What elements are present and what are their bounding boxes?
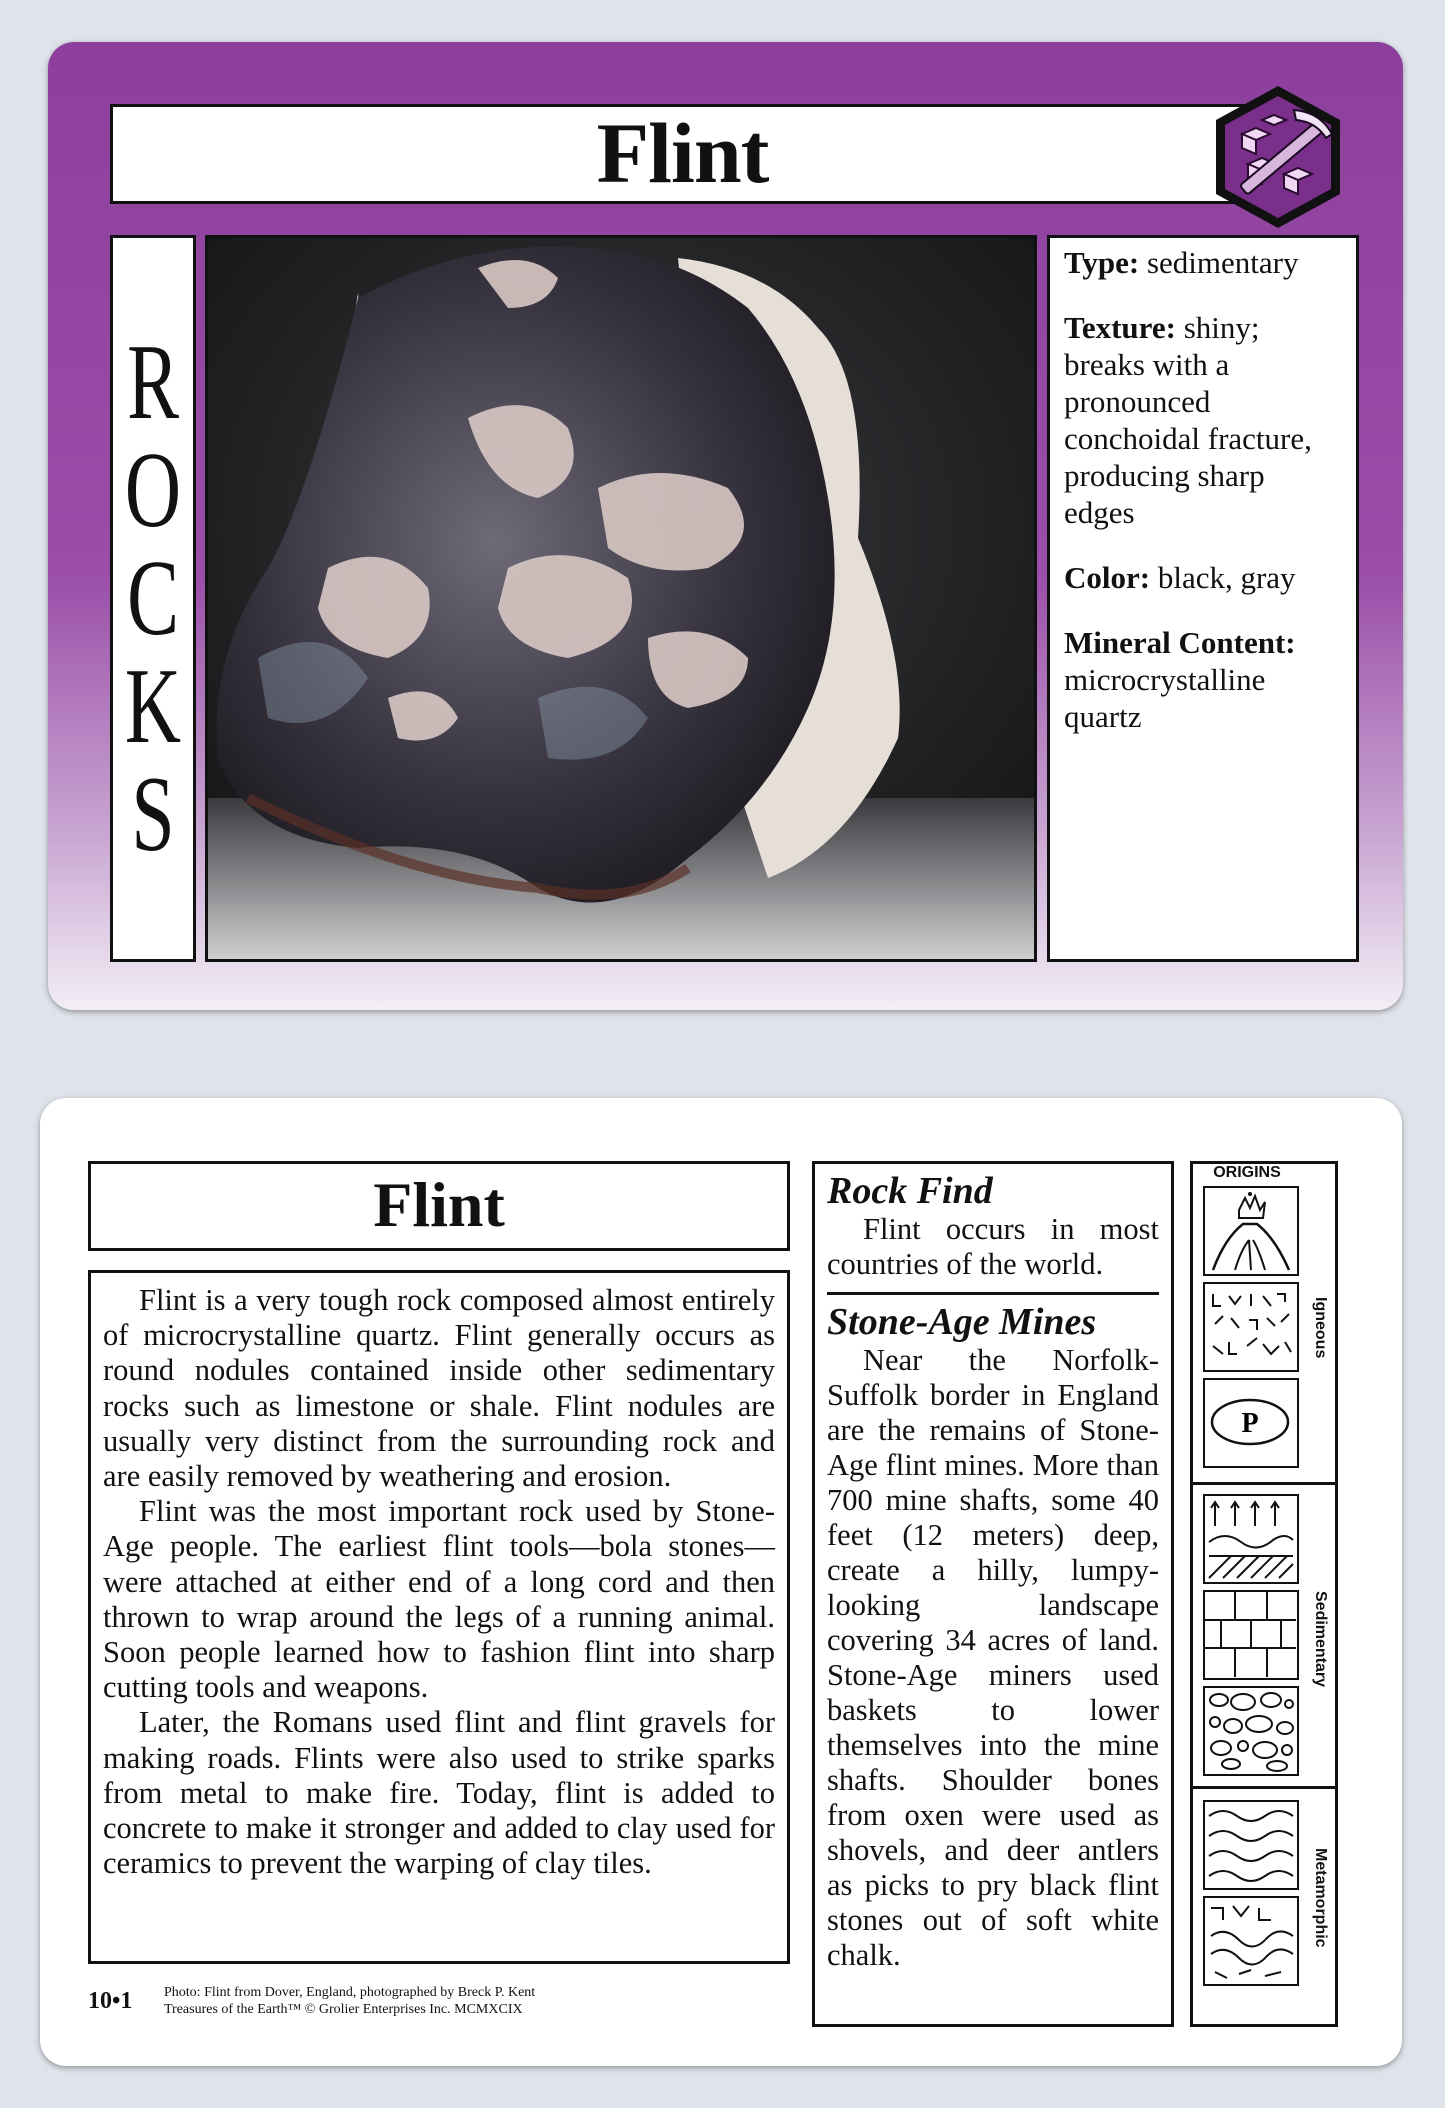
fact-type: Type: sedimentary	[1064, 245, 1299, 280]
sedimentary-label: Sedimentary	[1312, 1590, 1329, 1688]
card-number: 10•1	[88, 1988, 133, 2014]
description-paragraph: Flint is a very tough rock composed almost entirely of microcrystalline quartz. Flint generally occurs as round nodules contained inside other sedimentary rocks such as limestone or shale. Flint nodules are usually very distinct from the surrounding rock and are easily removed by weathering and erosion.	[103, 1283, 775, 1494]
front-title-bar	[110, 104, 1255, 204]
folded-layers-icon	[1203, 1896, 1299, 1986]
igneous-label: Igneous	[1312, 1297, 1329, 1359]
description-panel	[88, 1270, 790, 1964]
photo-credit: Photo: Flint from Dover, England, photographed by Breck P. Kent	[164, 1985, 536, 2000]
category-letter: C	[127, 538, 179, 658]
origins-divider	[1193, 1482, 1335, 1485]
p-marker-icon	[1203, 1378, 1299, 1468]
facts-panel	[1047, 235, 1359, 962]
description-paragraph: Later, the Romans used flint and flint gravels for making roads. Flints were also used to strike sparks from metal to make fire. Today, flint is added to concrete to make it stronger and added to clay used for ceramics to prevent the warping of clay tiles.	[103, 1705, 775, 1881]
wavy-layers-icon	[1203, 1800, 1299, 1890]
credits	[164, 1984, 535, 2018]
back-card	[40, 1098, 1402, 2066]
description-paragraph: Flint was the most important rock used by Stone-Age people. The earliest flint tools—bola stones—were attached at either end of a long cord and then thrown to wrap around the legs of a running animal. Soon people learned how to fashion flint into sharp cutting tools and weapons.	[103, 1494, 775, 1705]
hammer-crystal-icon	[1208, 82, 1348, 232]
category-letter: K	[124, 646, 182, 766]
category-letter: O	[124, 430, 182, 550]
side-divider	[827, 1292, 1159, 1295]
front-title: Flint	[596, 105, 769, 201]
side-panel	[812, 1161, 1174, 2027]
flint-rock-photo	[205, 235, 1037, 962]
fact-mineral-content: Mineral Content: microcrystalline quartz	[1064, 625, 1296, 734]
brick-icon	[1203, 1590, 1299, 1680]
mines-heading: Stone-Age Mines	[827, 1301, 1097, 1343]
category-letter: R	[127, 322, 179, 442]
fact-color: Color: black, gray	[1064, 560, 1296, 595]
rock-find-text: Flint occurs in most countries of the world.	[827, 1212, 1159, 1281]
rock-find-heading: Rock Find	[827, 1170, 993, 1212]
pebbles-icon	[1203, 1686, 1299, 1776]
category-label-rocks	[110, 235, 196, 962]
front-card	[48, 42, 1403, 1010]
svg-text:P: P	[1241, 1408, 1259, 1439]
fact-texture: Texture: shiny; breaks with a pronounced conchoidal fracture, producing sharp edges	[1064, 310, 1312, 530]
evaporite-icon	[1203, 1494, 1299, 1584]
origins-panel	[1190, 1161, 1338, 2027]
volcano-icon	[1203, 1186, 1299, 1276]
origins-heading: ORIGINS	[1213, 1164, 1281, 1181]
metamorphic-label: Metamorphic	[1312, 1848, 1329, 1948]
copyright-credit: Treasures of the Earth™ © Grolier Enterprises Inc. MCMXCIX	[164, 2002, 523, 2017]
back-title: Flint	[88, 1161, 790, 1251]
mines-text: Near the Norfolk-Suffolk border in England are the remains of Stone-Age flint mines. More than 700 mine shafts, some 40 feet (12 meters) deep, create a hilly, lumpy-looking landscape covering 34 acres of land. Stone-Age miners used baskets to lower themselves into the mine shafts. Shoulder bones from oxen were used as shovels, and deer antlers as picks to pry black flint stones out of soft white chalk.	[827, 1343, 1159, 1972]
crystals-icon	[1203, 1282, 1299, 1372]
origins-divider	[1193, 1786, 1335, 1789]
category-letter: S	[131, 754, 175, 874]
